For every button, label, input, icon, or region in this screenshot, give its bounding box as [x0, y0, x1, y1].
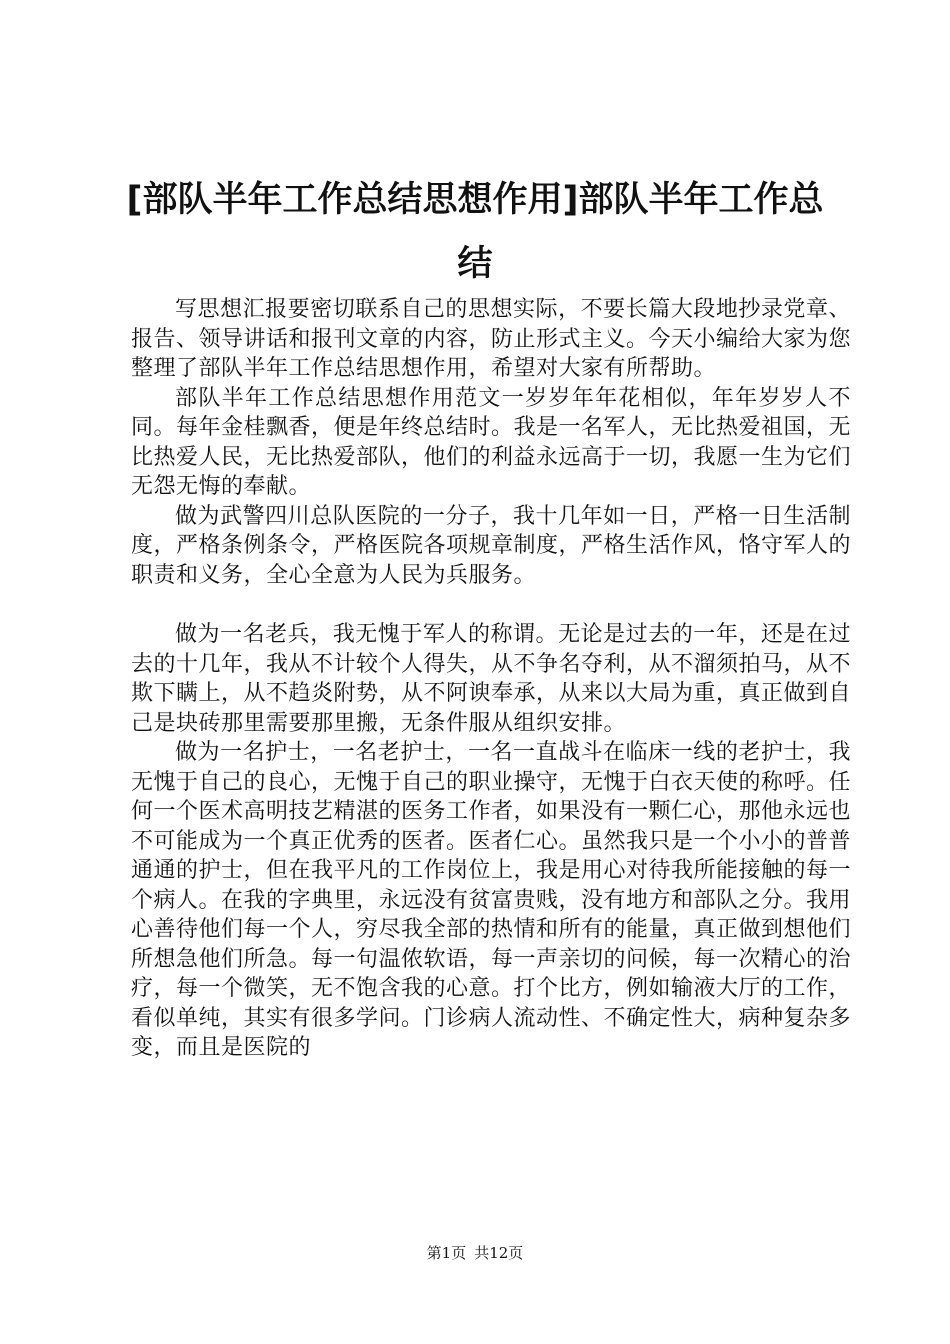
page-number: 第1页 — [426, 1244, 467, 1262]
document-title: [部队半年工作总结思想作用]部队半年工作总结 — [126, 180, 824, 284]
paragraph-veteran: 做为一名老兵，我无愧于军人的称谓。无论是过去的一年，还是在过去的十几年，我从不计较个人得失，从不争名夺利，从不溜须拍马，从不欺下瞒上，从不趋炎附势，从不阿谀奉承，从来以大局为重，真正做到自己是块砖那里需要那里搬，无条件服从组织安排。 — [131, 622, 852, 736]
paragraph-intro: 写思想汇报要密切联系自己的思想实际，不要长篇大段地抄录党章、报告、领导讲话和报刊文章的内容，防止形式主义。今天小编给大家为您整理了部队半年工作总结思想作用，希望对大家有所帮助。 — [131, 297, 852, 381]
document-body — [131, 295, 851, 1063]
paragraph-sample-one: 部队半年工作总结思想作用范文一岁岁年年花相似，年年岁岁人不同。每年金桂飘香，便是年终总结时。我是一名军人，无比热爱祖国，无比热爱人民，无比热爱部队，他们的利益永远高于一切，我愿一生为它们无怨无悔的奉献。 — [131, 385, 852, 499]
page-total: 共12页 — [474, 1244, 524, 1262]
paragraph-hospital-member: 做为武警四川总队医院的一分子，我十几年如一日，严格一日生活制度，严格条例条令，严格医院各项规章制度，严格生活作风，恪守军人的职责和义务，全心全意为人民为兵服务。 — [131, 503, 852, 588]
paragraph-nurse: 做为一名护士，一名老护士，一名一直战斗在临床一线的老护士，我无愧于自己的良心，无愧于自己的职业操守，无愧于白衣天使的称呼。任何一个医术高明技艺精湛的医务工作者，如果没有一颗仁心，那他永远也不可能成为一个真正优秀的医者。医者仁心。虽然我只是一个小小的普普通通的护士，但在我平凡的工作岗位上，我是用心对待我所能接触的每一个病人。在我的字典里，永远没有贫富贵贱，没有地方和部队之分。我用心善待他们每一个人，穷尽我全部的热情和所有的能量，真正做到想他们所想急他们所急。每一句温侬软语，每一声亲切的问候，每一次精心的治疗，每一个微笑，无不饱含我的心意。打个比方，例如输液大厅的工作，看似单纯，其实有很多学问。门诊病人流动性、不确定性大，病种复杂多变，而且是医院的 — [131, 740, 852, 1060]
page-footer — [0, 1243, 950, 1263]
